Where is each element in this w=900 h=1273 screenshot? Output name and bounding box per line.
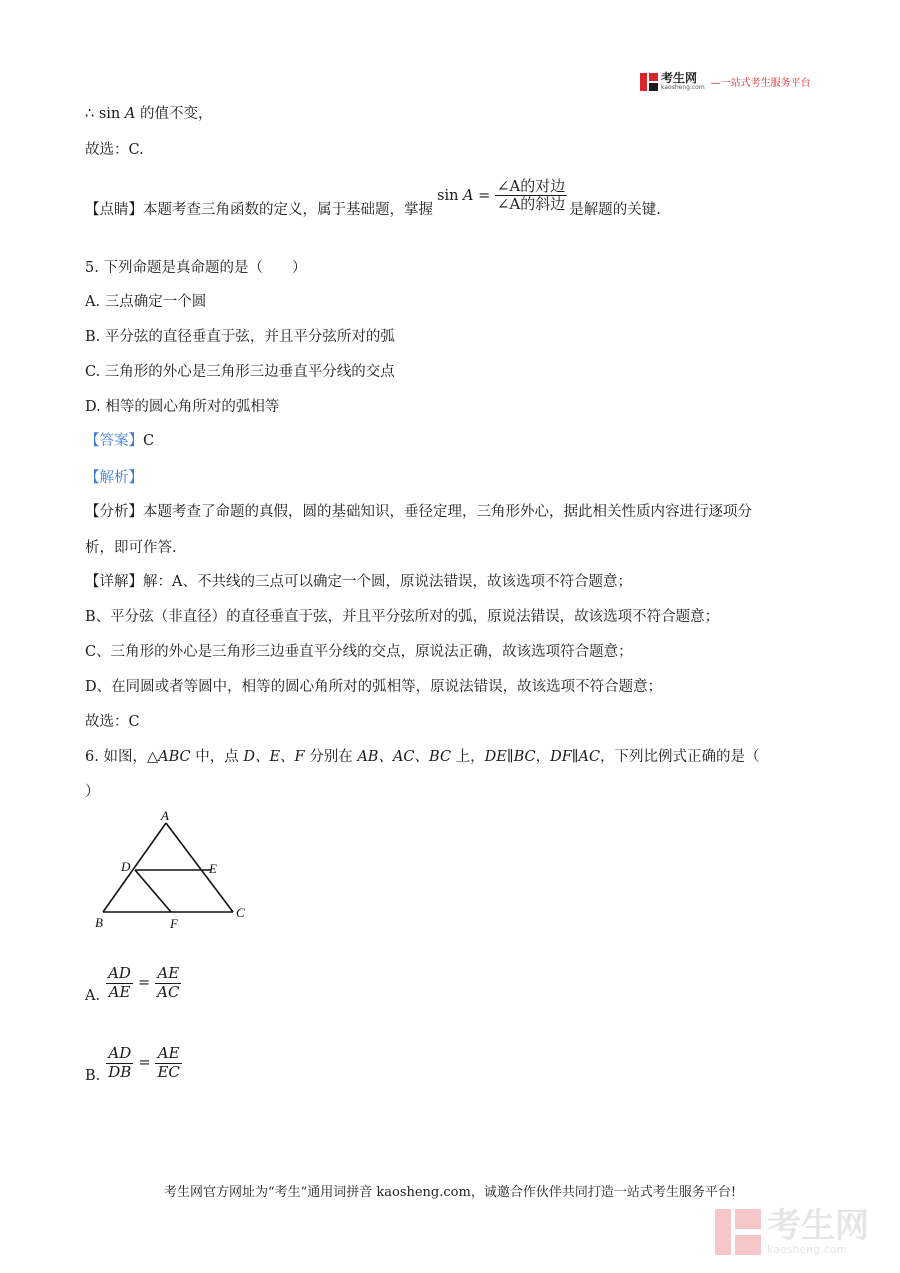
- q5-stem: 5. 下列命题是真命题的是（ ）: [85, 260, 307, 276]
- watermark-name: 考生网: [767, 1206, 869, 1246]
- label-a: A: [161, 808, 169, 823]
- q5-option-c: C. 三角形的外心是三角形三边垂直平分线的交点: [85, 364, 395, 380]
- logo-domain: kaosheng.com: [661, 84, 705, 91]
- page-footer: 考生网官方网址为“考生”通用词拼音 kaosheng.com，诚邀合作伙伴共同打造一站式考生服务平台!: [163, 1185, 737, 1200]
- triangle-figure: [88, 805, 258, 935]
- label-d: D: [121, 859, 131, 874]
- watermark-logo-icon: [715, 1209, 761, 1255]
- prev-choose-line: 故选：C.: [85, 142, 144, 158]
- q6-option-b: B. $\frac{AD}{DB}$ = $\frac{AE}{EC}$: [85, 1044, 180, 1084]
- q5-analysis-tag: 【解析】: [85, 470, 143, 486]
- label-b: B: [95, 915, 103, 930]
- q5-answer: 【答案】C: [85, 433, 155, 449]
- logo-slogan: —一站式考生服务平台: [710, 78, 811, 89]
- watermark: [715, 1208, 869, 1256]
- side-ac: [166, 823, 233, 912]
- q6-stem-close: ）: [85, 784, 100, 800]
- q5-choose: 故选：C: [85, 714, 140, 730]
- label-f: F: [170, 916, 178, 931]
- sin-formula: sin A = $\frac{\text{∠A的对边}}{\text{∠A的斜边}}$: [437, 176, 566, 213]
- dianjing-line: 【点睛】 本题考查三角函数的定义，属于基础题，掌握 sin A = $\frac{\text{∠A的对边}}{\text{∠A的斜边}}$ 是解题的关键.: [85, 176, 661, 218]
- watermark-domain: kaosheng.com: [767, 1243, 848, 1256]
- q6-option-a: A. $\frac{AD}{AE}$ = $\frac{AE}{AC}$: [85, 964, 180, 1004]
- q5-detail-a: 【详解】解：A、不共线的三点可以确定一个圆，原说法错误，故该选项不符合题意；: [85, 574, 632, 590]
- kaosheng-logo-icon: [640, 73, 658, 91]
- q5-option-a: A. 三点确定一个圆: [85, 294, 207, 310]
- q5-option-b: B. 平分弦的直径垂直于弦，并且平分弦所对的弧: [85, 329, 395, 345]
- label-c: C: [236, 905, 245, 920]
- q5-fenxi-line2: 析，即可作答.: [85, 540, 177, 556]
- label-e: E: [209, 861, 217, 876]
- q5-detail-d: D、在同圆或者等圆中，相等的圆心角所对的弧相等，原说法错误，故该选项不符合题意；: [85, 679, 663, 695]
- q5-option-d: D. 相等的圆心角所对的弧相等: [85, 399, 280, 415]
- q5-detail-c: C、三角形的外心是三角形三边垂直平分线的交点，原说法正确，故该选项符合题意；: [85, 644, 633, 660]
- q6-stem: 6. 如图，△ABC 中，点 D、E、F 分别在 AB、AC、BC 上，DE∥BC，DF∥AC，下列比例式正确的是（: [85, 749, 760, 765]
- header-logo: [640, 72, 811, 91]
- q5-fenxi-line1: 【分析】本题考查了命题的真假，圆的基础知识，垂径定理，三角形外心，据此相关性质内容进行逐项分: [85, 504, 752, 520]
- segment-df: [135, 870, 171, 912]
- q5-detail-b: B、平分弦（非直径）的直径垂直于弦，并且平分弦所对的弧，原说法错误，故该选项不符合题意；: [85, 609, 720, 625]
- logo-name: 考生网: [661, 71, 698, 85]
- side-ab: [103, 823, 166, 912]
- prev-conclusion-line: ∴ sin A 的值不变，: [85, 106, 213, 122]
